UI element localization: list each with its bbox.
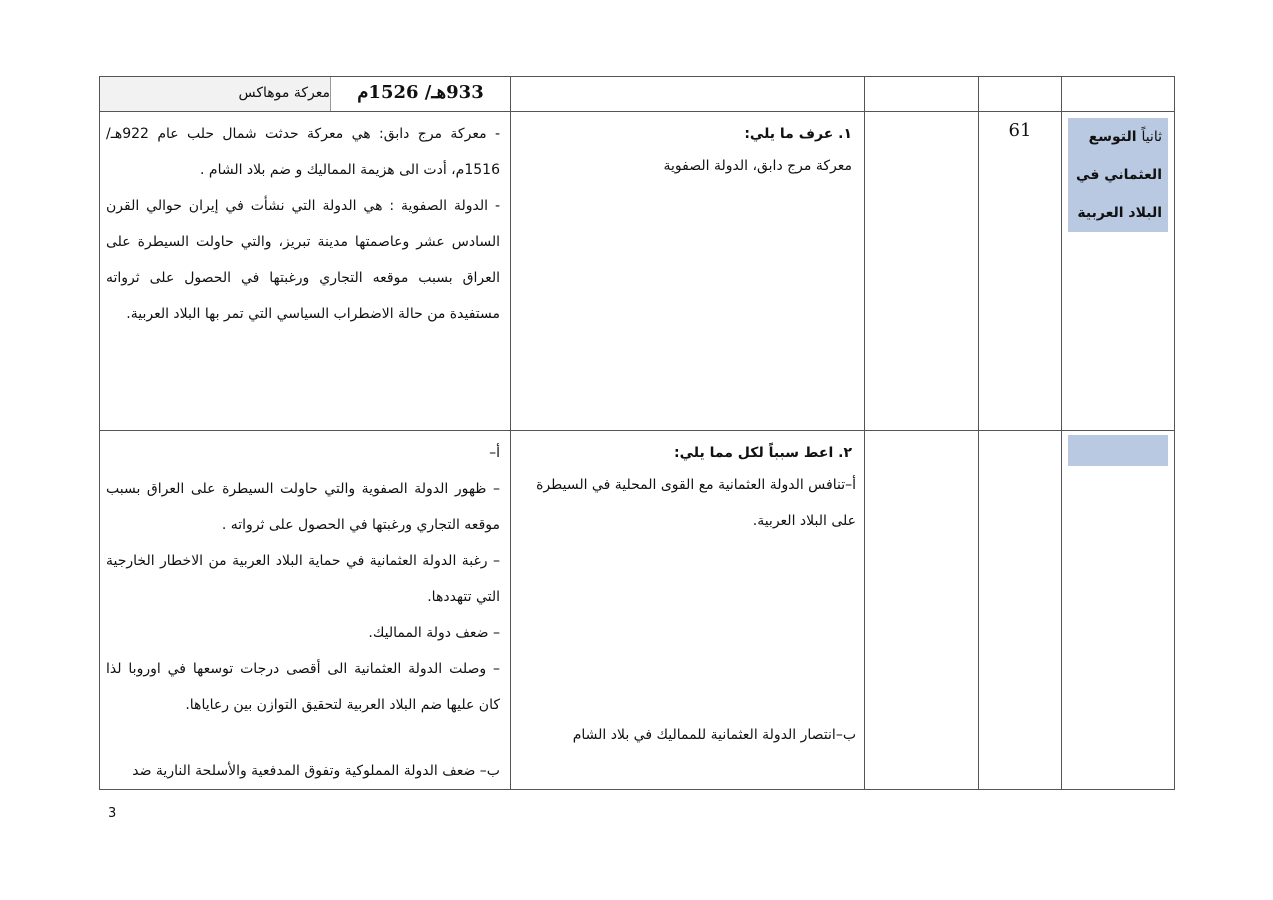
battle-name: معركة موهاكس [100, 77, 331, 111]
answer-2 [100, 431, 510, 789]
topic-highlight-empty [1068, 435, 1168, 466]
lesson-cell-2 [865, 431, 979, 790]
answer-2-item: – رغبة الدولة العثمانية في حماية البلاد العربية من الاخطار الخارجية التي تتهددها. [106, 553, 500, 605]
topic-heading [1068, 118, 1168, 232]
spacer [511, 539, 864, 717]
question-cell-1 [511, 112, 865, 431]
footer-page-number: 3 [108, 806, 117, 821]
topic-cell [1062, 112, 1175, 431]
question-2-part-b: ب–انتصار الدولة العثمانية للمماليك في بلاد الشام [572, 727, 856, 743]
page-cell-2 [979, 431, 1062, 790]
topic-cell-2 [1062, 431, 1175, 790]
topic-cell-empty [1062, 77, 1175, 112]
page-number: 61 [1008, 120, 1032, 141]
answer-2-label: أ– [489, 445, 500, 461]
answer-cell-1 [100, 112, 511, 431]
question-row-1 [100, 112, 1175, 431]
page-cell-empty [979, 77, 1062, 112]
answer-2-item: – ظهور الدولة الصفوية والتي حاولت السيطرة على العراق بسبب موقعه التجاري ورغبتها في الحصول على ثرواته . [106, 481, 500, 533]
topic-prefix: ثانياً [1141, 129, 1162, 145]
date-value: 933هـ/ 1526م [331, 77, 511, 111]
answer-1-item: - الدولة الصفوية : هي الدولة التي نشأت في إيران حوالي القرن السادس عشر وعاصمتها مدينة تبريز، والتي حاولت السيطرة على العراق بسبب موقعه التجاري ورغبتها في الحصول على ثرواته مستفيدة من حالة الاضطراب السياسي التي تمر بها البلاد العربية. [106, 198, 500, 322]
question-cell-empty [511, 77, 865, 112]
answer-1-item: - معركة مرج دابق: هي معركة حدثت شمال حلب عام 922هـ/ 1516م، أدت الى هزيمة المماليك و ضم بلاد الشام . [106, 126, 500, 178]
question-cell-2 [511, 431, 865, 790]
question-row-2 [100, 431, 1175, 790]
lesson-cell-empty [865, 77, 979, 112]
answer-1 [100, 112, 510, 332]
lesson-cell [865, 112, 979, 431]
lesson-table [99, 76, 1175, 790]
answer-cell-2 [100, 431, 511, 790]
topic-title: التوسع العثماني في البلاد العربية [1076, 129, 1162, 221]
answer-2-item: – ضعف دولة المماليك. [368, 625, 500, 641]
question-2-title: ٢. اعط سبباً لكل مما يلي: [674, 445, 852, 461]
date-battle-cell [100, 77, 511, 112]
header-row [100, 77, 1175, 112]
answer-2-item: – وصلت الدولة العثمانية الى أقصى درجات توسعها في اوروبا لذا كان عليها ضم البلاد العربية لتحقيق التوازن بين رعاياها. [106, 661, 500, 713]
date-battle-inner [100, 77, 510, 111]
page-cell [979, 112, 1062, 431]
question-1-title: ١. عرف ما يلي: [744, 126, 852, 142]
question-2-part-a: أ–تنافس الدولة العثمانية مع القوى المحلية في السيطرة على البلاد العربية. [536, 477, 856, 529]
question-1-text: معركة مرج دابق، الدولة الصفوية [663, 158, 852, 174]
answer-2-b: ب– ضعف الدولة المملوكية وتفوق المدفعية والأسلحة النارية ضد [132, 763, 500, 779]
